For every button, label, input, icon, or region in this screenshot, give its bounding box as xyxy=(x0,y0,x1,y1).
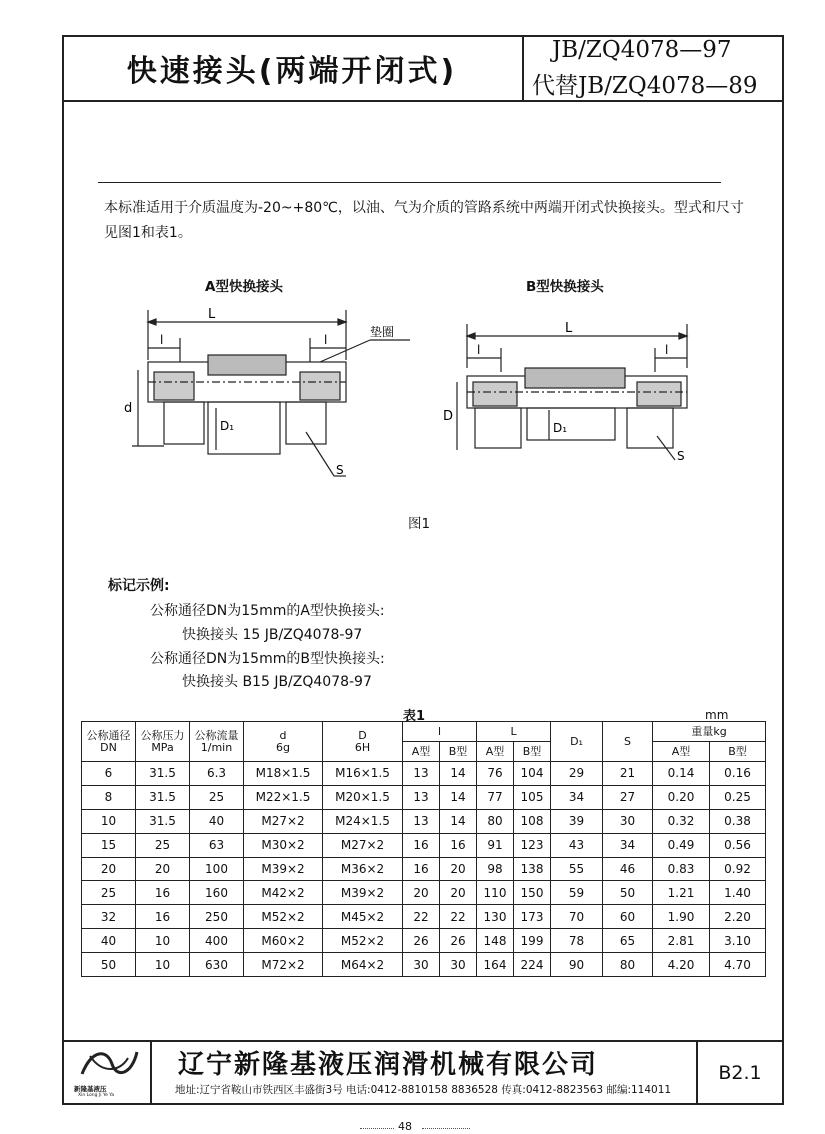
dim-label-l-left: l xyxy=(160,333,164,347)
dim-label-S-b: S xyxy=(677,449,685,463)
dim-label-D1-b: D₁ xyxy=(553,421,568,435)
table-cell: 0.38 xyxy=(710,809,766,833)
table-cell: 10 xyxy=(136,929,190,953)
table-cell: 0.83 xyxy=(653,857,710,881)
page-code: B2.1 xyxy=(696,1042,782,1103)
col-header-weight-a: A型 xyxy=(653,742,710,762)
dim-label-l-right: l xyxy=(324,333,328,347)
dim-label-d: d xyxy=(124,401,133,416)
table-cell: 16 xyxy=(403,833,440,857)
col-header-D: D 6H xyxy=(323,722,403,762)
table-cell: 13 xyxy=(403,809,440,833)
table-cell: 0.16 xyxy=(710,762,766,786)
table-cell: 20 xyxy=(440,881,477,905)
table-cell: 13 xyxy=(403,762,440,786)
figure-label-type-a: A型快换接头 xyxy=(205,279,283,295)
col-header-l: l xyxy=(403,722,477,742)
table-cell: 160 xyxy=(190,881,244,905)
dim-label-L-b: L xyxy=(565,321,573,336)
table-row xyxy=(82,809,766,833)
table-cell: 34 xyxy=(603,833,653,857)
table-cell: 0.20 xyxy=(653,785,710,809)
table-cell: 25 xyxy=(82,881,136,905)
table-cell: M42×2 xyxy=(244,881,323,905)
table-cell: 32 xyxy=(82,905,136,929)
table-cell: 138 xyxy=(514,857,551,881)
col-header-l-b: B型 xyxy=(440,742,477,762)
table-cell: 25 xyxy=(190,785,244,809)
dim-label-D1: D₁ xyxy=(220,419,235,433)
logo-icon xyxy=(62,1044,150,1084)
table-cell: 25 xyxy=(136,833,190,857)
table-cell: 14 xyxy=(440,785,477,809)
table-cell: 13 xyxy=(403,785,440,809)
table-cell: 10 xyxy=(136,953,190,977)
table-cell: 16 xyxy=(136,881,190,905)
table-cell: 105 xyxy=(514,785,551,809)
table-cell: 0.92 xyxy=(710,857,766,881)
table-cell: 40 xyxy=(190,809,244,833)
col-header-pressure: 公称压力 MPa xyxy=(136,722,190,762)
table-cell: 630 xyxy=(190,953,244,977)
table-cell: 50 xyxy=(82,953,136,977)
table-cell: 0.25 xyxy=(710,785,766,809)
table-cell: 148 xyxy=(477,929,514,953)
page-number: 48 xyxy=(398,1120,412,1133)
table-cell: M22×1.5 xyxy=(244,785,323,809)
table-cell: 199 xyxy=(514,929,551,953)
table-row xyxy=(82,929,766,953)
standard-number-block xyxy=(524,35,782,100)
table-cell: 22 xyxy=(403,905,440,929)
table-cell: M24×1.5 xyxy=(323,809,403,833)
table-row xyxy=(82,857,766,881)
company-logo xyxy=(62,1042,152,1103)
footer-rule xyxy=(62,1040,784,1042)
table-cell: 16 xyxy=(440,833,477,857)
table-cell: 173 xyxy=(514,905,551,929)
table-cell: 123 xyxy=(514,833,551,857)
table-cell: 27 xyxy=(603,785,653,809)
table-cell: 29 xyxy=(551,762,603,786)
table-cell: 14 xyxy=(440,762,477,786)
table-cell: 21 xyxy=(603,762,653,786)
table-cell: 400 xyxy=(190,929,244,953)
page-dots-left xyxy=(360,1128,394,1129)
table-cell: 164 xyxy=(477,953,514,977)
table-cell: 46 xyxy=(603,857,653,881)
table-cell: M72×2 xyxy=(244,953,323,977)
table-cell: 150 xyxy=(514,881,551,905)
marking-line-2: 快换接头 15 JB/ZQ4078-97 xyxy=(182,627,363,643)
table-cell: 80 xyxy=(477,809,514,833)
dim-label-D: D xyxy=(443,409,454,424)
table-cell: M16×1.5 xyxy=(323,762,403,786)
table-cell: 26 xyxy=(440,929,477,953)
table-cell: M27×2 xyxy=(244,809,323,833)
standard-number: JB/ZQ4078—97 xyxy=(552,37,732,63)
table-cell: 0.14 xyxy=(653,762,710,786)
dim-label-L: L xyxy=(208,307,216,322)
table-cell: 15 xyxy=(82,833,136,857)
table-cell: 2.20 xyxy=(710,905,766,929)
section-rule xyxy=(98,182,721,183)
col-header-S: S xyxy=(603,722,653,762)
table-cell: 0.56 xyxy=(710,833,766,857)
table-cell: 22 xyxy=(440,905,477,929)
table-cell: 63 xyxy=(190,833,244,857)
table-cell: 10 xyxy=(82,809,136,833)
col-header-dn: 公称通径 DN xyxy=(82,722,136,762)
company-name: 辽宁新隆基液压润滑机械有限公司 xyxy=(178,1050,599,1080)
table-cell: 0.49 xyxy=(653,833,710,857)
table-cell: 90 xyxy=(551,953,603,977)
table-cell: 100 xyxy=(190,857,244,881)
marking-line-1: 公称通径DN为15mm的A型快换接头: xyxy=(150,603,385,619)
type-b-coupling-drawing xyxy=(435,310,705,480)
table-cell: 0.32 xyxy=(653,809,710,833)
table-cell: 60 xyxy=(603,905,653,929)
col-header-l-a: A型 xyxy=(403,742,440,762)
table-title: 表1 xyxy=(403,709,426,724)
table-cell: 26 xyxy=(403,929,440,953)
table-row xyxy=(82,833,766,857)
table-cell: 76 xyxy=(477,762,514,786)
table-cell: 1.90 xyxy=(653,905,710,929)
table-cell: 30 xyxy=(603,809,653,833)
table-cell: M39×2 xyxy=(244,857,323,881)
table-cell: 16 xyxy=(403,857,440,881)
table-cell: 16 xyxy=(136,905,190,929)
table-cell: 39 xyxy=(551,809,603,833)
marking-line-4: 快换接头 B15 JB/ZQ4078-97 xyxy=(182,674,372,690)
table-cell: 14 xyxy=(440,809,477,833)
table-cell: 2.81 xyxy=(653,929,710,953)
table-cell: 6.3 xyxy=(190,762,244,786)
table-body xyxy=(82,762,766,977)
table-cell: 40 xyxy=(82,929,136,953)
logo-subtext: Xin Long Ji Ye Ya xyxy=(78,1093,115,1098)
gasket-callout: 垫圈 xyxy=(370,325,395,339)
table-row xyxy=(82,785,766,809)
table-cell: 91 xyxy=(477,833,514,857)
table-cell: 108 xyxy=(514,809,551,833)
table-row xyxy=(82,953,766,977)
table-cell: 250 xyxy=(190,905,244,929)
table-cell: M20×1.5 xyxy=(323,785,403,809)
marking-title: 标记示例: xyxy=(108,578,170,594)
table-cell: 20 xyxy=(136,857,190,881)
table-cell: 59 xyxy=(551,881,603,905)
table-cell: 224 xyxy=(514,953,551,977)
table-cell: 4.20 xyxy=(653,953,710,977)
table-cell: M52×2 xyxy=(244,905,323,929)
intro-paragraph: 本标准适用于介质温度为-20~+80℃，以油、气为介质的管路系统中两端开闭式快换接头。型式和尺寸见图1和表1。 xyxy=(104,200,744,241)
table-cell: M60×2 xyxy=(244,929,323,953)
table-cell: 130 xyxy=(477,905,514,929)
table-cell: 6 xyxy=(82,762,136,786)
dim-label-l-b-left: l xyxy=(477,343,481,357)
col-header-L: L xyxy=(477,722,551,742)
table-cell: M64×2 xyxy=(323,953,403,977)
marking-line-3: 公称通径DN为15mm的B型快换接头: xyxy=(150,651,385,667)
replaced-standard: 代替JB/ZQ4078—89 xyxy=(532,73,758,99)
table-cell: 4.70 xyxy=(710,953,766,977)
table-cell: 80 xyxy=(603,953,653,977)
table-cell: 31.5 xyxy=(136,762,190,786)
table-cell: 1.21 xyxy=(653,881,710,905)
table-cell: 55 xyxy=(551,857,603,881)
table-cell: 8 xyxy=(82,785,136,809)
table-row xyxy=(82,905,766,929)
table-cell: M52×2 xyxy=(323,929,403,953)
dimension-table xyxy=(81,721,766,977)
table-cell: 110 xyxy=(477,881,514,905)
table-cell: M27×2 xyxy=(323,833,403,857)
table-row xyxy=(82,762,766,786)
table-cell: 98 xyxy=(477,857,514,881)
table-cell: 30 xyxy=(440,953,477,977)
company-address: 地址:辽宁省鞍山市铁西区丰盛街3号 电话:0412-8810158 8836528 传真:0412-8823563 邮编:114011 xyxy=(175,1084,672,1096)
table-unit: mm xyxy=(705,708,729,722)
table-cell: M36×2 xyxy=(323,857,403,881)
table-cell: 30 xyxy=(403,953,440,977)
table-cell: 20 xyxy=(403,881,440,905)
col-header-flow: 公称流量 1/min xyxy=(190,722,244,762)
table-cell: M30×2 xyxy=(244,833,323,857)
col-header-D1: D₁ xyxy=(551,722,603,762)
table-cell: M39×2 xyxy=(323,881,403,905)
col-header-weight-b: B型 xyxy=(710,742,766,762)
page-dots-right xyxy=(422,1128,470,1129)
table-cell: M45×2 xyxy=(323,905,403,929)
title-block xyxy=(62,35,784,102)
table-cell: 78 xyxy=(551,929,603,953)
table-cell: 104 xyxy=(514,762,551,786)
table-cell: M18×1.5 xyxy=(244,762,323,786)
logo-text: 新隆基液压 xyxy=(74,1085,107,1093)
table-cell: 31.5 xyxy=(136,809,190,833)
page-title: 快速接头(两端开闭式) xyxy=(62,35,524,100)
figure-label-type-b: B型快换接头 xyxy=(526,279,604,295)
table-cell: 65 xyxy=(603,929,653,953)
table-cell: 77 xyxy=(477,785,514,809)
col-header-L-a: A型 xyxy=(477,742,514,762)
table-cell: 31.5 xyxy=(136,785,190,809)
table-cell: 70 xyxy=(551,905,603,929)
table-cell: 20 xyxy=(82,857,136,881)
table-cell: 43 xyxy=(551,833,603,857)
table-cell: 3.10 xyxy=(710,929,766,953)
table-cell: 20 xyxy=(440,857,477,881)
table-cell: 1.40 xyxy=(710,881,766,905)
col-header-d: d 6g xyxy=(244,722,323,762)
table-cell: 50 xyxy=(603,881,653,905)
table-row xyxy=(82,881,766,905)
dim-label-S: S xyxy=(336,463,344,477)
dim-label-l-b-right: l xyxy=(665,343,669,357)
table-cell: 34 xyxy=(551,785,603,809)
col-header-L-b: B型 xyxy=(514,742,551,762)
figure-caption: 图1 xyxy=(408,516,431,532)
type-a-coupling-drawing xyxy=(120,300,420,490)
col-header-weight: 重量kg xyxy=(653,722,766,742)
